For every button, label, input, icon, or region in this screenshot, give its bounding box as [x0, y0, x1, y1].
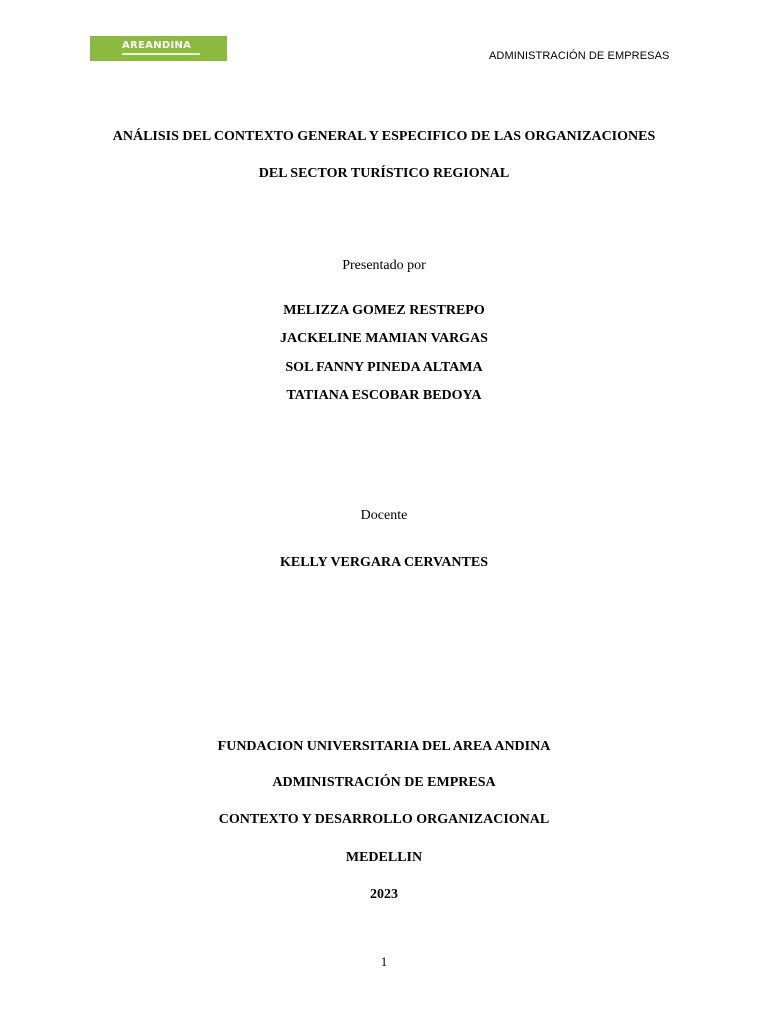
teacher-name: KELLY VERGARA CERVANTES	[279, 555, 489, 570]
author-name: MELIZZA GOMEZ RESTREPO	[283, 303, 485, 318]
logo-tagline-mark	[122, 53, 200, 55]
course-name: CONTEXTO Y DESARROLLO ORGANIZACIONAL	[218, 812, 550, 827]
program-name: ADMINISTRACIÓN DE EMPRESA	[272, 775, 496, 790]
document-title-line-2: DEL SECTOR TURÍSTICO REGIONAL	[258, 166, 510, 181]
presented-by-label: Presentado por	[342, 258, 426, 273]
author-name: JACKELINE MAMIAN VARGAS	[280, 331, 488, 346]
city-name: MEDELLIN	[345, 850, 423, 865]
institution-name: FUNDACION UNIVERSITARIA DEL AREA ANDINA	[217, 739, 551, 754]
header-program-label: ADMINISTRACIÓN DE EMPRESAS	[489, 50, 670, 62]
author-name: TATIANA ESCOBAR BEDOYA	[286, 388, 482, 403]
page-number: 1	[380, 954, 388, 969]
logo-text: AREANDINA	[122, 40, 192, 51]
areandina-logo	[90, 36, 227, 61]
author-name: SOL FANNY PINEDA ALTAMA	[285, 360, 483, 375]
year: 2023	[370, 887, 398, 902]
document-title-line-1: ANÁLISIS DEL CONTEXTO GENERAL Y ESPECIFICO DE LAS ORGANIZACIONES	[112, 129, 656, 144]
teacher-label: Docente	[360, 508, 408, 523]
